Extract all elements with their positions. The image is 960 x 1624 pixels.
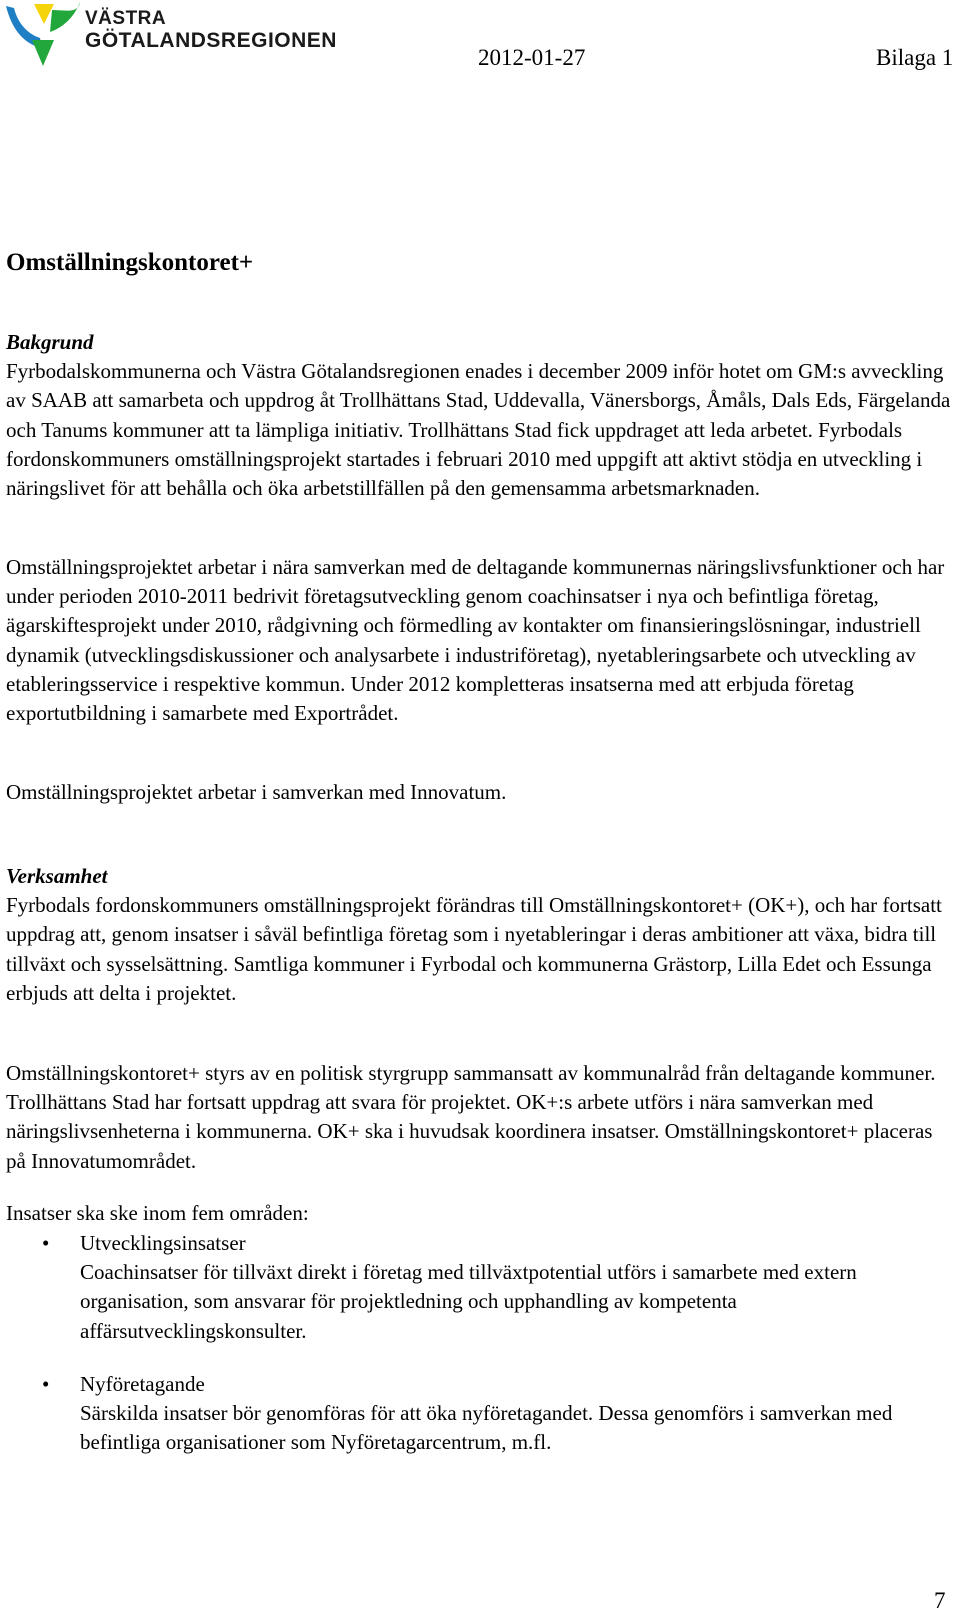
paragraph-block: [6, 1199, 954, 1228]
section-verksamhet: [6, 862, 954, 1008]
attachment-label: Bilaga 1: [876, 45, 954, 70]
paragraph: Fyrbodalskommunerna och Västra Götalandsregionen enades i december 2009 inför hotet om GM:s avveckling av SAAB att samarbeta och uppdrog åt Trollhättans Stad, Uddevalla, Vänersborgs, Åmåls, Dals Eds, Färgelanda och Tanums kommuner att ta lämpliga initiativ. Trollhättans Stad fick uppdraget att leda arbetet. Fyrbodals fordonskommuners omställningsprojekt startades i februari 2010 med uppgift att aktivt stödja en utveckling i näringslivet för att behålla och öka arbetstillfällen på den gemensamma arbetsmarknaden.: [6, 359, 951, 501]
list-item-title: • Nyföretagande: [80, 1372, 205, 1396]
logo-text-line2: GÖTALANDSREGIONEN: [85, 29, 337, 52]
paragraph: Omställningsprojektet arbetar i nära samverkan med de deltagande kommunernas näringslivsfunktioner och har under perioden 2010-2011 bedrivit företagsutveckling genom coachinsatser i nya och befintliga företag, ägarskiftesprojekt under 2010, rådgivning och förmedling av kontakter om finansieringslösningar, industriell dynamik (utvecklingsdiskussioner och analysarbete i industriföretag), nyetableringsarbete och utveckling av etableringsservice i respektive kommun. Under 2012 kompletteras insatserna med att erbjuda företag exportutbildning i samarbete med Exportrådet.: [6, 555, 945, 726]
paragraph-block: [6, 553, 954, 728]
paragraph: Insatser ska ske inom fem områden:: [6, 1201, 309, 1225]
section-bakgrund: [6, 328, 954, 503]
region-logo-mark-icon: [4, 0, 82, 70]
paragraph: Omställningsprojektet arbetar i samverkan med Innovatum.: [6, 780, 507, 804]
bullet-list: [6, 1229, 954, 1346]
paragraph: Omställningskontoret+ styrs av en politisk styrgrupp sammansatt av kommunalråd från deltagande kommuner. Trollhättans Stad har fortsatt uppdrag att svara för projektet. OK+:s arbete utförs i nära samverkan med näringslivsenheterna i kommunerna. OK+ ska i huvudsak koordinera insatser. Omställningskontoret+ placeras på Innovatumområdet.: [6, 1061, 936, 1173]
list-item-title: • Utvecklingsinsatser: [80, 1231, 246, 1255]
paragraph-block: [6, 778, 954, 807]
logo-text-line1: VÄSTRA: [85, 8, 167, 29]
section-heading: Verksamhet: [6, 864, 108, 888]
list-item: [6, 1229, 954, 1346]
document-date: 2012-01-27: [478, 45, 586, 70]
list-item-text: Särskilda insatser bör genomföras för att öka nyföretagandet. Dessa genomförs i samverkan med befintliga organisationer som Nyföretagarcentrum, m.fl.: [80, 1401, 893, 1455]
section-heading: Bakgrund: [6, 330, 94, 354]
page-number: 7: [934, 1588, 946, 1613]
list-item-text: Coachinsatser för tillväxt direkt i företag med tillväxtpotential utförs i samarbete med extern organisation, som ansvarar för projektledning och upphandling av kompetenta affärsutvecklingskonsulter.: [80, 1260, 857, 1343]
list-item: [6, 1370, 954, 1458]
paragraph: Fyrbodals fordonskommuners omställningsprojekt förändras till Omställningskontoret+ (OK+), och har fortsatt uppdrag att, genom insatser i såväl befintliga företag som i nyetableringar i deras ambitioner att växa, bidra till tillväxt och sysselsättning. Samtliga kommuner i Fyrbodal och kommunerna Grästorp, Lilla Edet och Essunga erbjuds att delta i projektet.: [6, 893, 942, 1005]
region-logo: [4, 0, 337, 72]
document-title: Omställningskontoret+: [6, 249, 254, 276]
paragraph-block: [6, 1059, 954, 1176]
bullet-list: [6, 1370, 954, 1458]
